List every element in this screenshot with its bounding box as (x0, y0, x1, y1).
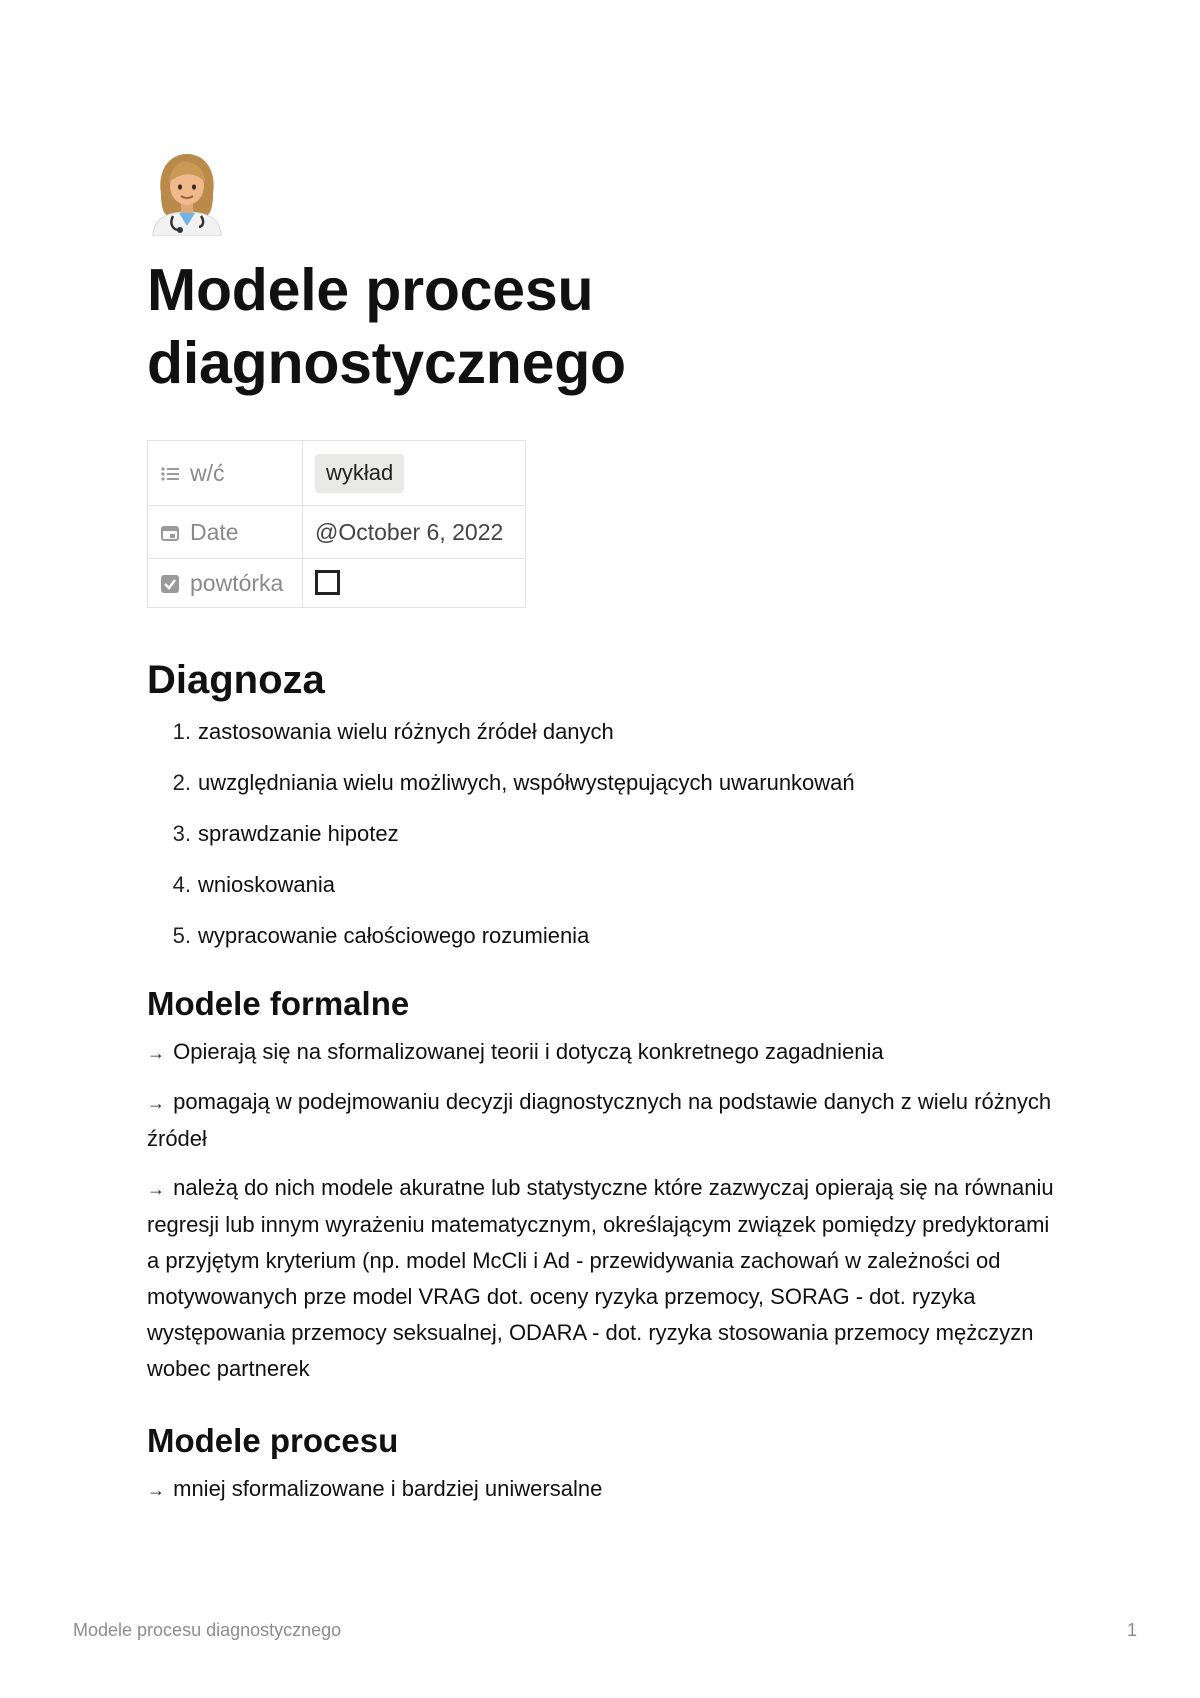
property-row-wc (148, 441, 526, 506)
list-item (147, 820, 1067, 848)
footer-title: Modele procesu diagnostycznego (73, 1620, 342, 1640)
list-item-text: uwzględniania wielu możliwych, współwystępujących uwarunkowań (198, 770, 855, 795)
paragraph-text: należą do nich modele akuratne lub statystyczne które zazwyczaj opierają się na równaniu regresji lub innym wyrażeniu matematycznym, określającym związek pomiędzy predyktorami a przyjętym kryterium (np. model McCli i Ad - przewidywania zachowań w zależności od motywowanych prze model VRAG dot. oceny ryzyka przemocy, SORAG - dot. ryzyka występowania przemocy seksualnej, ODARA - dot. ryzyka stosowania przemocy mężczyzn wobec partnerek (147, 1175, 1054, 1381)
select-tag[interactable]: wykład (315, 454, 404, 493)
page-content (147, 150, 1067, 1521)
numbered-list (147, 718, 1067, 950)
calendar-icon (160, 523, 180, 543)
heading-diagnoza: Diagnoza (147, 658, 325, 702)
list-number: 5. (172, 923, 191, 948)
checkbox-icon (160, 574, 180, 594)
property-row-date (148, 506, 526, 559)
list-item-text: wypracowanie całościowego rozumienia (198, 923, 590, 948)
arrow-right-icon: → (147, 1093, 165, 1113)
paragraph (147, 1471, 1067, 1508)
list-item-text: wnioskowania (198, 872, 335, 897)
arrow-right-icon: → (147, 1480, 165, 1500)
property-value-cell[interactable] (303, 441, 526, 506)
property-name: w/ć (190, 459, 225, 486)
property-name: powtórka (190, 569, 284, 596)
date-value[interactable]: @October 6, 2022 (315, 518, 504, 545)
property-value-cell[interactable] (303, 559, 526, 608)
property-name-cell (148, 441, 303, 506)
property-name-cell (148, 559, 303, 608)
list-item (147, 871, 1067, 899)
property-name-cell (148, 506, 303, 559)
list-number: 2. (172, 770, 191, 795)
health-worker-emoji-icon (147, 150, 227, 236)
paragraph-text: mniej sformalizowane i bardziej uniwersalne (173, 1476, 603, 1501)
list-item (147, 718, 1067, 746)
property-row-powtorka (148, 559, 526, 608)
list-item (147, 769, 1067, 797)
list-number: 3. (172, 821, 191, 846)
page-title: Modele procesu diagnostycznego (147, 257, 626, 396)
list-item-text: sprawdzanie hipotez (198, 821, 399, 846)
heading-modele-procesu: Modele procesu (147, 1422, 399, 1459)
property-value-cell[interactable] (303, 506, 526, 559)
list-icon (160, 464, 180, 484)
properties-table (147, 440, 526, 608)
property-name: Date (190, 518, 239, 545)
paragraph (147, 1170, 1067, 1387)
list-item (147, 922, 1067, 950)
heading-modele-formalne: Modele formalne (147, 985, 410, 1022)
list-number: 4. (172, 872, 191, 897)
list-item-text: zastosowania wielu różnych źródeł danych (198, 719, 614, 744)
paragraph-text: pomagają w podejmowaniu decyzji diagnostycznych na podstawie danych z wielu różnych źródeł (147, 1089, 1052, 1151)
page-number: 1 (1126, 1620, 1137, 1640)
paragraph (147, 1034, 1067, 1071)
powtorka-checkbox[interactable] (315, 570, 340, 595)
list-number: 1. (172, 719, 191, 744)
paragraph-text: Opierają się na sformalizowanej teorii i dotyczą konkretnego zagadnienia (173, 1039, 884, 1064)
paragraph (147, 1084, 1067, 1157)
arrow-right-icon: → (147, 1043, 165, 1063)
arrow-right-icon: → (147, 1179, 165, 1199)
